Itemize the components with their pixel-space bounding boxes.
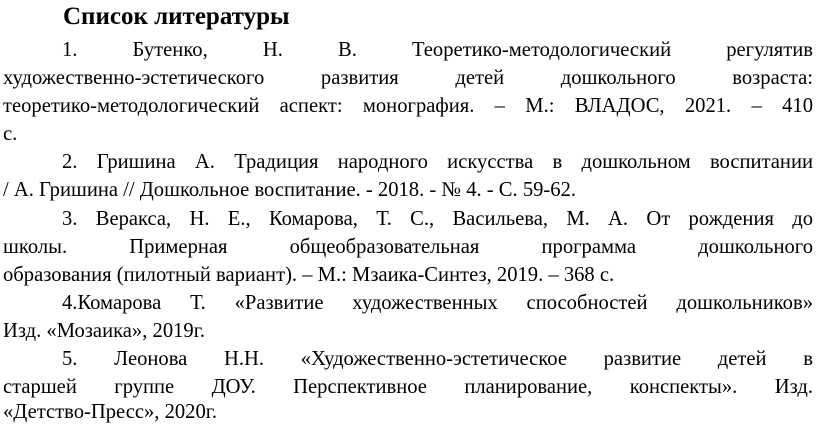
reference-1-line-3: теоретико-методологический аспект: монография. – М.: ВЛАДОС, 2021. – 410 <box>3 95 813 117</box>
reference-3-line-2: школы. Примерная общеобразовательная программа дошкольного <box>3 236 813 258</box>
reference-5-line-2: старшей группе ДОУ. Перспективное планирование, конспекты». Изд. <box>3 376 813 398</box>
reference-2-line-1: 2. Гришина А. Традиция народного искусства в дошкольном воспитании <box>62 151 813 173</box>
reference-3-line-3: образования (пилотный вариант). – М.: Мзаика-Синтез, 2019. – 368 с. <box>3 264 615 286</box>
reference-4-line-2: Изд. «Мозаика», 2019г. <box>3 320 205 342</box>
reference-2-line-2: / А. Гришина // Дошкольное воспитание. - 2018. - № 4. - С. 59-62. <box>3 179 577 201</box>
reference-1-line-1: 1. Бутенко, Н. В. Теоретико-методологический регулятив <box>62 39 813 61</box>
reference-4-line-1: 4.Комарова Т. «Развитие художественных способностей дошкольников» <box>62 292 813 314</box>
reference-3-line-1: 3. Веракса, Н. Е., Комарова, Т. С., Васильева, М. А. От рождения до <box>62 208 813 230</box>
page-title: Список литературы <box>63 3 290 30</box>
reference-5-line-1: 5. Леонова Н.Н. «Художественно-эстетическое развитие детей в <box>62 348 813 370</box>
reference-1-line-4: с. <box>3 123 18 145</box>
reference-5-line-3: «Детство-Пресс», 2020г. <box>3 401 218 423</box>
reference-1-line-2: художественно-эстетического развития детей дошкольного возраста: <box>3 67 813 89</box>
